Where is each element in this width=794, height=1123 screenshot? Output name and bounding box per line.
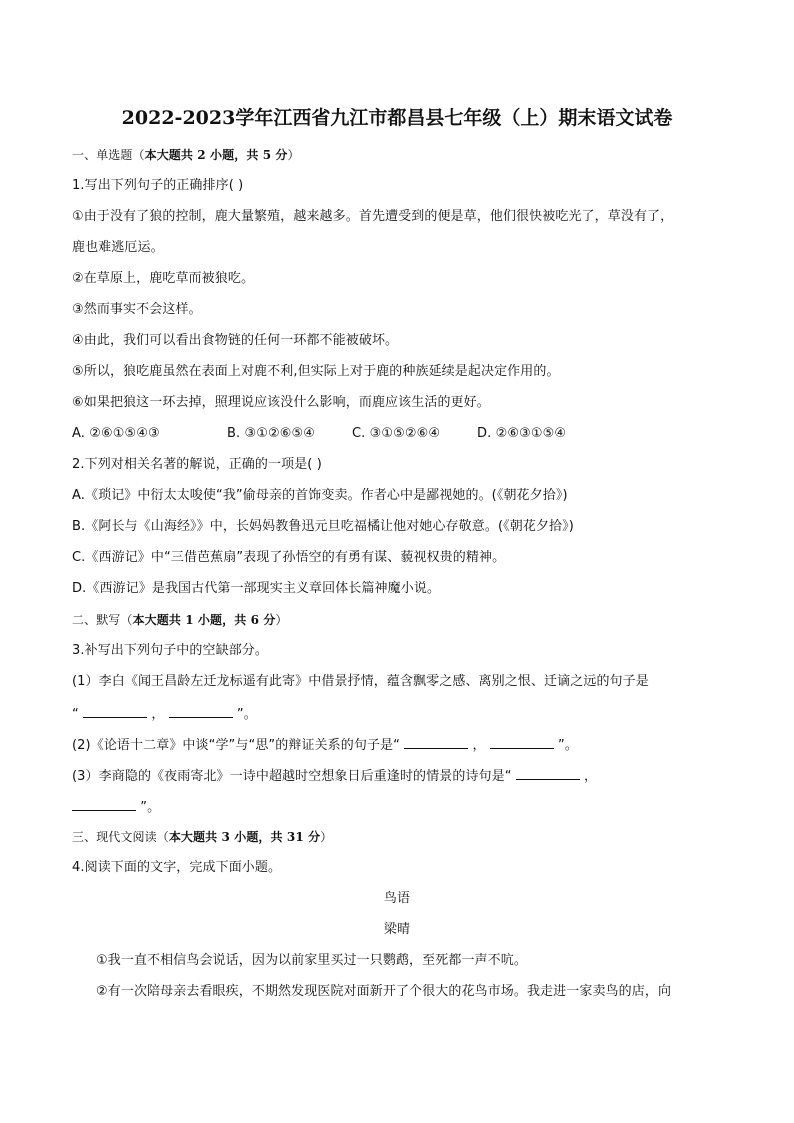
answer-blank[interactable] — [72, 797, 136, 811]
exam-title: 2022-2023学年江西省九江市都昌县七年级（上）期末语文试卷 — [121, 107, 673, 129]
question-1-sentence-6: ⑥如果把狼这一环去掉，照理说应该没什么影响，而鹿应该生活的更好。 — [72, 395, 490, 410]
separator: ， — [584, 769, 598, 784]
separator: ， — [151, 707, 165, 722]
section-suffix: ） — [275, 613, 288, 627]
question-1-sentence-4: ④由此，我们可以看出食物链的任何一环都不能被破坏。 — [72, 333, 399, 348]
question-1-sentence-5: ⑤所以，狼吃鹿虽然在表面上对鹿不利,但实际上对于鹿的种族延续是起决定作用的。 — [72, 364, 560, 379]
question-2-stem: 2.下列对相关名著的解说，正确的一项是( ) — [72, 457, 322, 472]
section-prefix: 一、单选题（ — [72, 148, 145, 162]
question-3-part-1: (1）李白《闻王昌龄左迁龙标遥有此寄》中借景抒情，蕴含飘零之感、离别之恨、迁谪之远的句子是 — [72, 674, 649, 689]
essay-author: 梁晴 — [383, 922, 411, 937]
part-2-text: (2)《论语十二章》中谈“学”与“思”的辩证关系的句子是“ — [72, 738, 400, 753]
essay-title: 鸟语 — [383, 891, 411, 906]
section-prefix: 二、默写（ — [72, 613, 133, 627]
question-1-stem: 1.写出下列句子的正确排序( ) — [72, 178, 244, 193]
question-2-option-d[interactable]: D.《西游记》是我国古代第一部现实主义章回体长篇神魔小说。 — [72, 581, 441, 596]
option-c[interactable]: C. ③①⑤②⑥④ — [352, 426, 441, 441]
section-suffix: ） — [287, 148, 300, 162]
answer-blank[interactable] — [83, 704, 147, 718]
answer-blank[interactable] — [169, 704, 233, 718]
essay-paragraph-1: ①我一直不相信鸟会说话，因为以前家里买过一只鹦鹉，至死都一声不吭。 — [96, 953, 527, 968]
section-heading-dictation — [72, 611, 288, 629]
section-heading-single-choice — [72, 146, 300, 164]
question-1-sentence-3: ③然而事实不会这样。 — [72, 302, 202, 317]
question-1-sentence-2: ②在草原上，鹿吃草而被狼吃。 — [72, 271, 255, 286]
close-quote: ”。 — [236, 707, 257, 722]
question-3-part-1-blanks — [72, 704, 257, 724]
question-3-stem: 3.补写出下列句子中的空缺部分。 — [72, 643, 269, 658]
answer-blank[interactable] — [516, 766, 580, 780]
answer-blank[interactable] — [490, 735, 554, 749]
essay-paragraph-2: ②有一次陪母亲去看眼疾，不期然发现医院对面新开了个很大的花鸟市场。我走进一家卖鸟的店，向 — [96, 984, 672, 999]
section-score-info: 本大题共 3 小题，共 31 分 — [168, 830, 321, 844]
question-1-sentence-1-cont: 鹿也难逃厄运。 — [72, 240, 164, 255]
question-2-option-c[interactable]: C.《西游记》中“三借芭蕉扇”表现了孙悟空的有勇有谋、藐视权贵的精神。 — [72, 550, 506, 565]
question-3-part-3-cont — [72, 797, 160, 817]
question-3-part-2 — [72, 735, 578, 755]
question-2-option-b[interactable]: B.《阿长与《山海经》》中，长妈妈教鲁迅元旦吃福橘让他对她心存敬意。(《朝花夕拾》) — [72, 519, 574, 534]
open-quote: “ — [72, 707, 79, 722]
question-2-option-a[interactable]: A.《琐记》中衍太太唆使“我”偷母亲的首饰变卖。作者心中是鄙视她的。(《朝花夕拾》) — [72, 488, 568, 503]
question-1-options — [72, 425, 732, 443]
section-suffix: ） — [320, 830, 333, 844]
close-quote: ”。 — [558, 738, 578, 753]
section-prefix: 三、现代文阅读（ — [72, 830, 169, 844]
option-d[interactable]: D. ②⑥③①⑤④ — [477, 426, 567, 441]
section-score-info: 本大题共 1 小题，共 6 分 — [132, 613, 276, 627]
separator: ， — [472, 738, 486, 753]
option-b[interactable]: B. ③①②⑥⑤④ — [227, 426, 316, 441]
part-3-text: (3）李商隐的《夜雨寄北》一诗中超越时空想象日后重逢时的情景的诗句是“ — [72, 769, 512, 784]
question-1-sentence-1: ①由于没有了狼的控制，鹿大量繁殖，越来越多。首先遭受到的便是草，他们很快被吃光了，草没有了， — [72, 209, 674, 224]
section-heading-reading — [72, 828, 332, 846]
section-score-info: 本大题共 2 小题，共 5 分 — [144, 148, 288, 162]
answer-blank[interactable] — [404, 735, 468, 749]
question-4-stem: 4.阅读下面的文字，完成下面小题。 — [72, 860, 282, 875]
question-3-part-3 — [72, 766, 597, 786]
close-quote: ”。 — [140, 800, 161, 815]
option-a[interactable]: A. ②⑥①⑤④③ — [72, 426, 160, 441]
